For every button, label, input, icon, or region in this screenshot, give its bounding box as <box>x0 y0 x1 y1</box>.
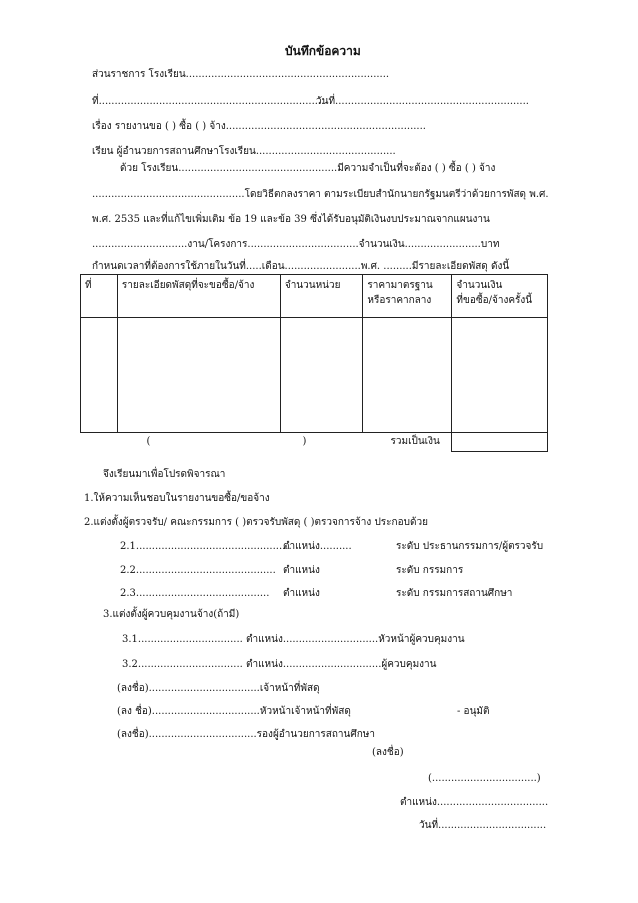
subject-line: เรื่อง รายงานขอ ( ) ซื้อ ( ) จ้าง............................................................... <box>92 121 426 132</box>
date-line: วันที่............................................................. <box>316 96 529 107</box>
header-detail: รายละเอียดพัสดุที่จะขอซื้อ/จ้าง <box>117 275 280 318</box>
signature-name: (.................................) <box>428 773 541 784</box>
cell-amount[interactable] <box>452 318 548 433</box>
cell-no[interactable] <box>81 318 118 433</box>
cell-standard-price[interactable] <box>363 318 452 433</box>
committee-2-1-position: ตำแหน่ง.......... <box>283 541 352 552</box>
body-line-5: กำหนดเวลาที่ต้องการใช้ภายในวันที่.....เดือน........................พ.ศ. .........มีรายละเอียดพัสดุ ดังนี้ <box>92 261 510 272</box>
to-line: เรียน ผู้อำนวยการสถานศึกษาโรงเรียน............................................ <box>92 146 396 157</box>
committee-2-1-level: ระดับ ประธานกรรมการ/ผู้ตรวจรับ <box>396 541 544 552</box>
committee-2-2-name: 2.2............................................ <box>120 565 276 576</box>
cell-unit[interactable] <box>280 318 363 433</box>
body-line-2: ................................................โดยวิธีตกลงราคา ตามระเบียบสำนักนายกรัฐมนตรีว่าด้วยการพัสดุ พ.ศ. <box>92 189 549 200</box>
body-line-3: พ.ศ. 2535 และที่แก้ไขเพิ่มเติม ข้อ 19 และข้อ 39 ซึ่งได้รับอนุมัติเงินงบประมาณจากแผนงาน <box>92 214 490 225</box>
total-caption-cell <box>81 433 452 452</box>
body-line-4: ..............................งาน/โครงการ...................................จำนวนเงิน........................บาท <box>92 239 500 250</box>
signature-deputy: (ลงชื่อ)..................................รองผู้อำนวยการสถานศึกษา <box>117 729 375 740</box>
supervisor-3-2: 3.2................................. ตำแหน่ง...............................ผู้ควบคุมงาน <box>122 659 437 670</box>
committee-2-3-position: ตำแหน่ง <box>283 588 320 599</box>
total-label: รวมเป็นเงิน <box>390 436 440 447</box>
signature-position: ตำแหน่ง................................... <box>400 797 549 808</box>
table-total-row <box>81 433 548 452</box>
header-amount: จำนวนเงิน ที่ขอซื้อ/จ้างครั้งนี้ <box>452 275 548 318</box>
items-table <box>80 274 548 452</box>
item-1: 1.ให้ความเห็นชอบในรายงานขอซื้อ/ขอจ้าง <box>84 493 270 504</box>
supervisor-3-1: 3.1................................. ตำแหน่ง..............................หัวหน้าผู้ควบคุมงาน <box>122 634 465 645</box>
signature-officer: (ลงชื่อ)...................................เจ้าหน้าที่พัสดุ <box>117 683 320 694</box>
cell-detail[interactable] <box>117 318 280 433</box>
total-close-paren: ) <box>302 436 307 447</box>
committee-2-3-name: 2.3.......................................... <box>120 588 270 599</box>
agency-line: ส่วนราชการ โรงเรียน................................................................ <box>92 69 390 80</box>
total-open-paren: ( <box>146 436 151 447</box>
total-amount-cell[interactable] <box>452 433 548 452</box>
page-title: บันทึกข้อความ <box>285 44 361 58</box>
item-3: 3.แต่งตั้งผู้ควบคุมงานจ้าง(ถ้ามี) <box>103 609 240 620</box>
header-standard-price: ราคามาตรฐาน หรือราคากลาง <box>363 275 452 318</box>
table-body-row <box>81 318 548 433</box>
ref-no-line: ที่....................................................................... <box>92 96 325 107</box>
header-unit: จำนวนหน่วย <box>280 275 363 318</box>
committee-2-3-level: ระดับ กรรมการสถานศึกษา <box>396 588 513 599</box>
closing-line: จึงเรียนมาเพื่อโปรดพิจารณา <box>103 469 226 480</box>
committee-2-2-level: ระดับ กรรมการ <box>396 565 464 576</box>
committee-2-2-position: ตำแหน่ง <box>283 565 320 576</box>
item-2: 2.แต่งตั้งผู้ตรวจรับ/ คณะกรรมการ ( )ตรวจรับพัสดุ ( )ตรวจการจ้าง ประกอบด้วย <box>84 517 428 528</box>
header-no: ที่ <box>81 275 118 318</box>
table-header-row <box>81 275 548 318</box>
signature-label: (ลงชื่อ) <box>372 747 404 758</box>
body-line-1: ด้วย โรงเรียน..................................................มีความจำเป็นที่จะต้อง ( ) ซื้อ ( ) จ้าง <box>120 163 496 174</box>
signature-date: วันที่.................................. <box>419 820 547 831</box>
signature-head-officer: (ลง ชื่อ)..................................หัวหน้าเจ้าหน้าที่พัสดุ <box>117 706 351 717</box>
approve-label: - อนุมัติ <box>457 706 490 717</box>
committee-2-1-name: 2.1................................................. <box>120 541 292 552</box>
